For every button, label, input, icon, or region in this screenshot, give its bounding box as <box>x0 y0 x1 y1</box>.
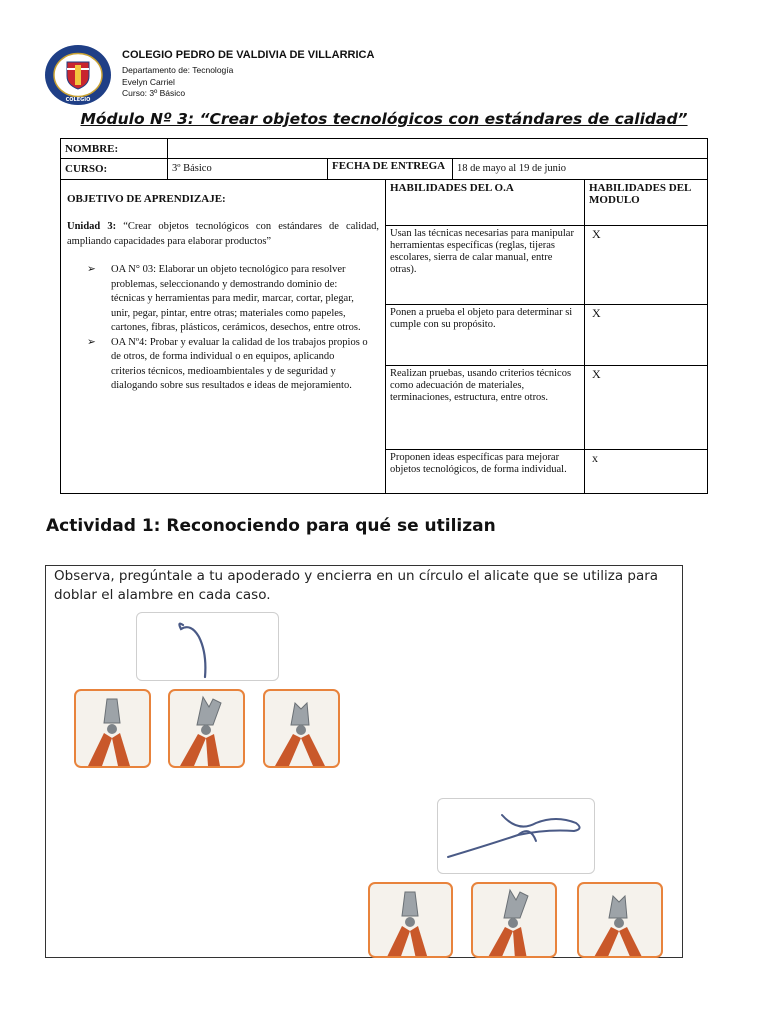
oa-item-text: OA N° 03: Elaborar un objeto tecnológico para resolver problemas, seleccionando y demostrando dominio de: técnicas y herramientas para medir, marcar, cortar, plegar, unir, pegar, pintar, entre otras; materiales como papeles, cartones, fibras, plásticos, cerámicos, desechos, entre otros. <box>111 264 361 333</box>
skill-row-mark: X <box>584 304 708 366</box>
curso-label: CURSO: <box>60 158 168 180</box>
skills-module-header: HABILIDADES DEL MODULO <box>584 179 708 226</box>
skills-oa-header: HABILIDADES DEL O.A <box>385 179 585 226</box>
activity-title: Actividad 1: Reconociendo para qué se utilizan <box>46 516 496 536</box>
unit-paragraph <box>67 219 379 249</box>
oa-item <box>67 263 379 336</box>
round-nose-pliers-option[interactable] <box>74 689 151 768</box>
school-name: COLEGIO PEDRO DE VALDIVIA DE VILLARRICA <box>122 49 375 61</box>
unit-label: Unidad 3: <box>67 221 117 232</box>
oa-item-text: OA Nº4: Probar y evaluar la calidad de los trabajos propios o de otros, de forma individual o en equipos, aplicando criterios técnicos, medioambientales y de seguridad y dialogando sobre sus resultados e ideas de mejoramiento. <box>111 336 368 391</box>
skill-row-text: Ponen a prueba el objeto para determinar si cumple con su propósito. <box>385 304 585 366</box>
long-nose-pliers-option[interactable] <box>168 689 245 768</box>
fecha-label: FECHA DE ENTREGA <box>327 158 453 180</box>
activity-instruction: Observa, pregúntale a tu apoderado y encierra en un círculo el alicate que se utiliza para doblar el alambre en cada caso. <box>54 568 659 603</box>
skill-row-mark: X <box>584 365 708 450</box>
arrow-bullet-icon: ➢ <box>87 336 96 348</box>
wire-bend-image <box>136 612 279 681</box>
objective-heading: OBJETIVO DE APRENDIZAJE: <box>67 193 226 205</box>
skill-row-text: Proponen ideas específicas para mejorar objetos tecnológicos, de forma individual. <box>385 449 585 494</box>
module-title: Módulo Nº 3: “Crear objetos tecnológicos con estándares de calidad” <box>80 110 688 128</box>
teacher-name: Evelyn Carriel <box>122 77 175 87</box>
combination-pliers-option[interactable] <box>263 689 340 768</box>
department: Departamento de: Tecnología <box>122 65 234 75</box>
oa-item <box>67 336 379 394</box>
combination-pliers-option[interactable] <box>577 882 663 958</box>
skill-row-mark: x <box>584 449 708 494</box>
nombre-label: NOMBRE: <box>60 138 168 159</box>
fecha-value: 18 de mayo al 19 de junio <box>452 158 708 180</box>
curso-value: 3º Básico <box>167 158 328 180</box>
course-line: Curso: 3º Básico <box>122 88 186 98</box>
objective-cell <box>60 179 386 494</box>
arrow-bullet-icon: ➢ <box>87 264 96 275</box>
school-logo <box>44 44 112 106</box>
round-nose-pliers-option[interactable] <box>368 882 453 958</box>
unit-text: “Crear objetos tecnológicos con estándares de calidad, ampliando capacidades para elaborar productos” <box>67 221 379 247</box>
oa-list <box>67 263 379 394</box>
skill-row-text: Realizan pruebas, usando criterios técnicos como adecuación de materiales, terminaciones, estructura, entre otros. <box>385 365 585 450</box>
nombre-field[interactable] <box>167 138 708 159</box>
long-nose-pliers-option[interactable] <box>471 882 557 958</box>
svg-text:COLEGIO: COLEGIO <box>65 97 91 103</box>
wire-loop-image <box>437 798 595 874</box>
skill-row-text: Usan las técnicas necesarias para manipular herramientas específicas (reglas, tijeras escolares, sierra de calar manual, entre otras). <box>385 225 585 305</box>
skill-row-mark: X <box>584 225 708 305</box>
